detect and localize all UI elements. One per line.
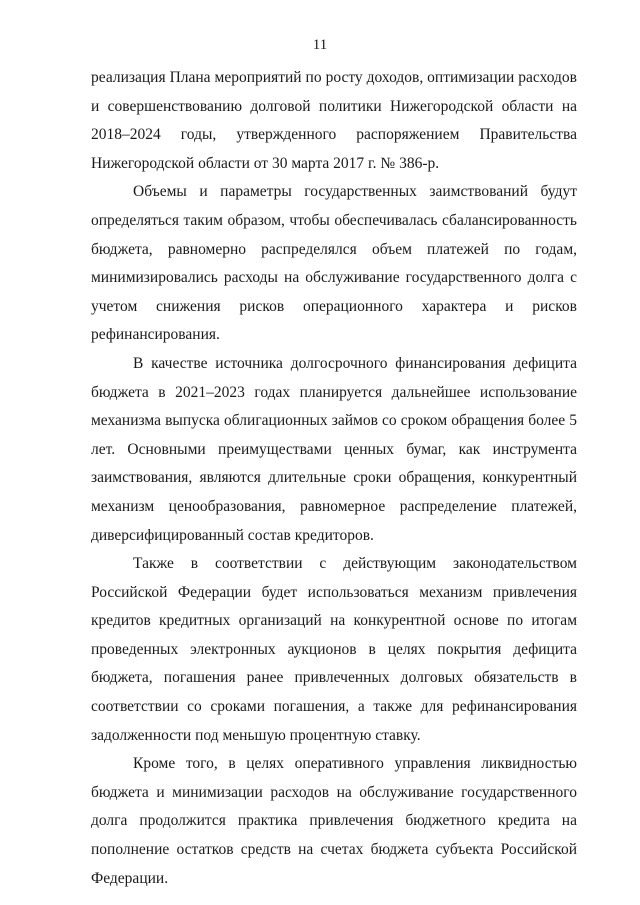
paragraph-bank-credits: Также в соответствии с действующим законодательством Российской Федерации будет использоваться механизм привлечения кредитов кредитных организаций на конкурентной основе по итогам проведенных электронных аукционов в целях покрытия дефицита бюджета, погашения ранее привлеченных долговых обязательств в соответствии со сроками погашения, а также для рефинансирования задолженности под меньшую процентную ставку. xyxy=(91,555,577,744)
page-number: 11 xyxy=(312,37,328,53)
paragraph-bond-financing: В качестве источника долгосрочного финансирования дефицита бюджета в 2021–2023 годах планируется дальнейшее использование механизма выпуска облигационных займов со сроком обращения более 5 лет. Основными преимуществами ценных бумаг, как инструмента заимствования, являются длительные сроки обращения, конкурентный механизм ценообразования, равномерное распределение платежей, диверсифицированный состав кредиторов. xyxy=(91,354,577,544)
paragraph-liquidity-management: Кроме того, в целях оперативного управления ликвидностью бюджета и минимизации расходов на обслуживание государственного долга продолжится практика привлечения бюджетного кредита на пополнение остатков средств на счетах бюджета субъекта Российской Федерации. xyxy=(91,755,577,887)
paragraph-continuation: реализация Плана мероприятий по росту доходов, оптимизации расходов и совершенствованию долговой политики Нижегородской области на 2018–2024 годы, утвержденного распоряжением Правительства Нижегородской области от 30 марта 2017 г. № 386-р. xyxy=(91,69,577,172)
paragraph-borrowing-parameters: Объемы и параметры государственных заимствований будут определяться таким образом, чтобы обеспечивалась сбалансированность бюджета, равномерно распределялся объем платежей по годам, минимизировались расходы на обслуживание государственного долга с учетом снижения рисков операционного характера и рисков рефинансирования. xyxy=(91,183,577,344)
document-body xyxy=(91,64,577,893)
